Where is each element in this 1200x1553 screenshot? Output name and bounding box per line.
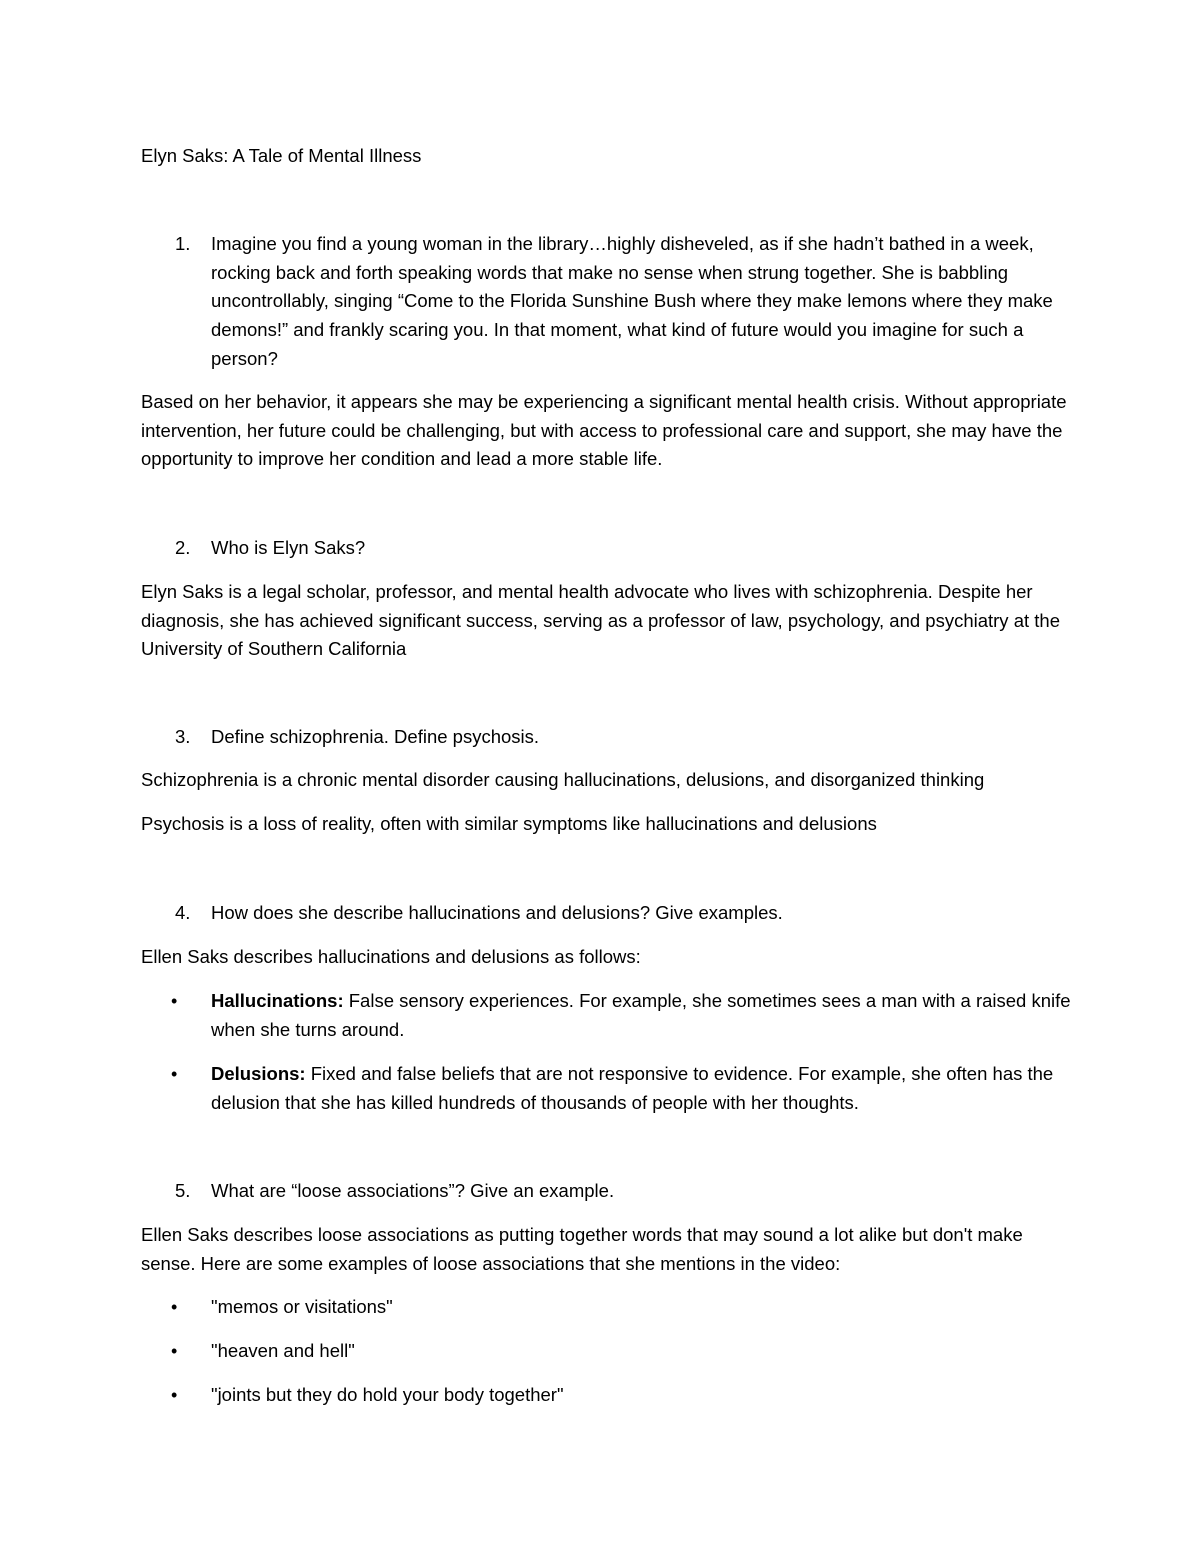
bullet-marker: • [171, 1385, 178, 1405]
question-4-text: How does she describe hallucinations and delusions? Give examples. [211, 902, 783, 923]
bullet-example: "joints but they do hold your body together" [211, 1384, 564, 1405]
question-3-text: Define schizophrenia. Define psychosis. [211, 726, 540, 747]
bullet-description: False sensory experiences. For example, she sometimes sees a man with a raised knife when she turns around. [211, 990, 1071, 1040]
bullet-description: Fixed and false beliefs that are not responsive to evidence. For example, she often has the delusion that she has killed hundreds of thousands of people with her thoughts. [211, 1063, 1054, 1113]
question-2-text: Who is Elyn Saks? [211, 537, 366, 558]
question-1-text: Imagine you find a young woman in the library…highly disheveled, as if she hadn’t bathed in a week, rocking back and forth speaking words that make no sense when strung together. She is babbling uncontrollably, singing “Come to the Florida Sunshine Bush where they make lemons where they make demons!” and frankly scaring you. In that moment, what kind of future would you imagine for such a person? [211, 233, 1053, 369]
bullet-marker: • [171, 991, 178, 1011]
answer-3-schizophrenia: Schizophrenia is a chronic mental disorder causing hallucinations, delusions, and disorganized thinking [141, 769, 985, 790]
bullet-delusions [211, 1060, 1071, 1117]
question-5-number: 5. [175, 1180, 191, 1201]
bullet-marker: • [171, 1297, 178, 1317]
question-2-number: 2. [175, 537, 191, 558]
answer-1: Based on her behavior, it appears she may be experiencing a significant mental health crisis. Without appropriate intervention, her future could be challenging, but with access to professional care and support, she may have the opportunity to improve her condition and lead a more stable life. [141, 391, 1067, 470]
answer-2: Elyn Saks is a legal scholar, professor, and mental health advocate who lives with schizophrenia. Despite her diagnosis, she has achieved significant success, serving as a professor of law, psychology, and psychiatry at the University of Southern California [141, 581, 1060, 660]
bullet-marker: • [171, 1341, 178, 1361]
bullet-hallucinations [211, 987, 1071, 1044]
answer-5-intro: Ellen Saks describes loose associations as putting together words that may sound a lot alike but don't make sense. Here are some examples of loose associations that she mentions in the video: [141, 1224, 1023, 1274]
question-3-number: 3. [175, 726, 191, 747]
bullet-example: "memos or visitations" [211, 1296, 393, 1317]
question-4-number: 4. [175, 902, 191, 923]
bullet-example: "heaven and hell" [211, 1340, 355, 1361]
bullet-term: Delusions: [211, 1063, 306, 1084]
bullet-term: Hallucinations: [211, 990, 344, 1011]
question-1-number: 1. [175, 233, 191, 254]
answer-3-psychosis: Psychosis is a loss of reality, often with similar symptoms like hallucinations and delusions [141, 813, 877, 834]
question-5-text: What are “loose associations”? Give an example. [211, 1180, 615, 1201]
answer-4-intro: Ellen Saks describes hallucinations and delusions as follows: [141, 946, 641, 967]
document-title: Elyn Saks: A Tale of Mental Illness [141, 145, 422, 166]
bullet-marker: • [171, 1064, 178, 1084]
